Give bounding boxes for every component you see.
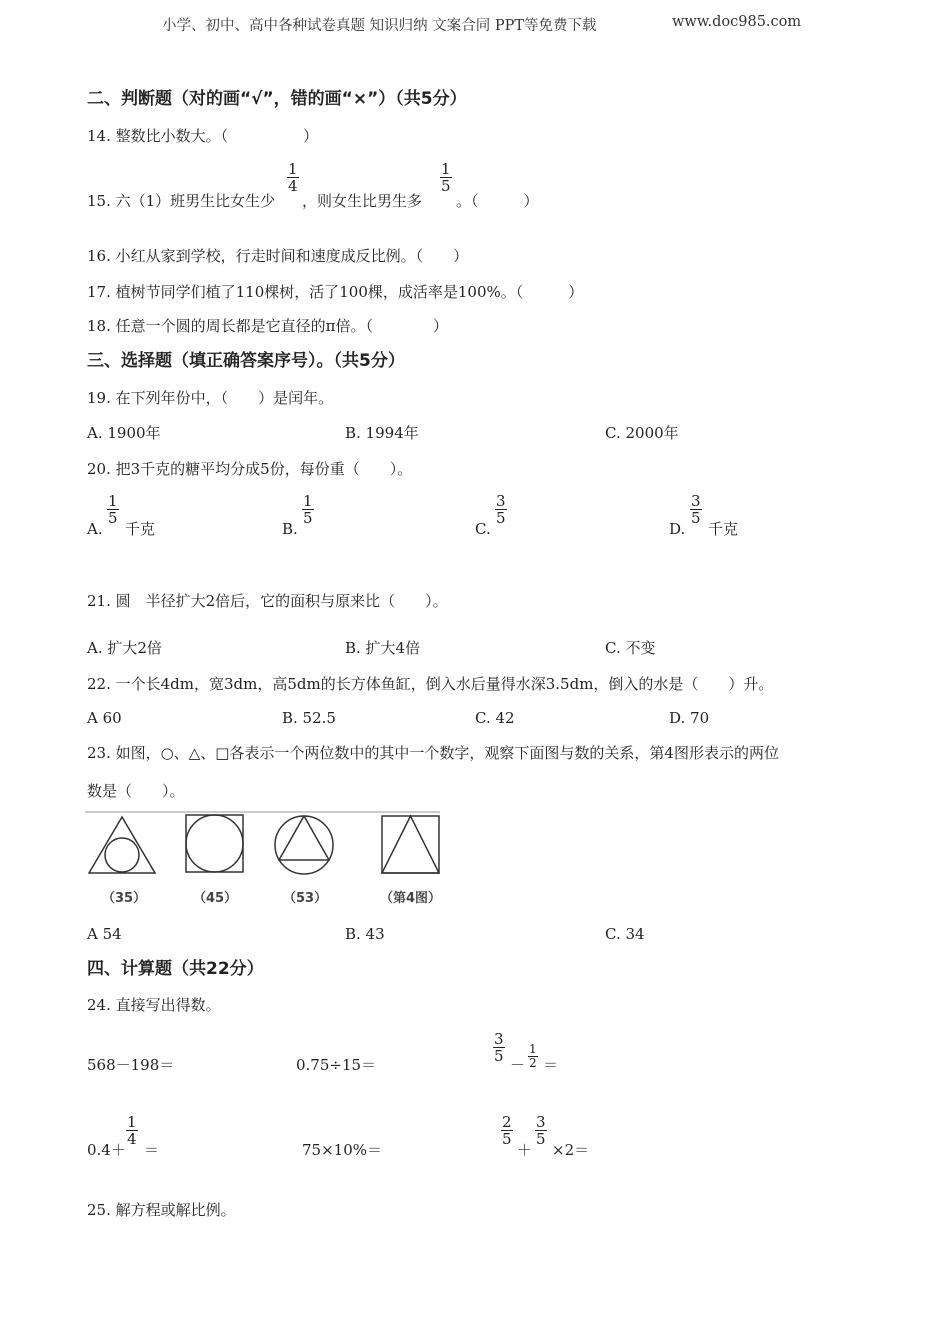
- question-14: 14. 整数比小数大。（ ）: [87, 127, 319, 145]
- fraction-denominator: 2: [529, 1056, 537, 1070]
- figure-caption-2: （45）: [193, 891, 238, 906]
- q20-option-c-fraction: [495, 493, 507, 526]
- q20-option-a-fraction: [107, 493, 119, 526]
- q21-option-c: C. 不变: [605, 639, 656, 657]
- question-17: 17. 植树节同学们植了110棵树，活了100棵，成活率是100%。（ ）: [87, 283, 584, 301]
- expr4-equals: ＝: [144, 1141, 160, 1159]
- figure-caption-1: （35）: [102, 891, 147, 906]
- q19-option-c: C. 2000年: [605, 424, 679, 442]
- q23-option-a: A 54: [87, 925, 122, 943]
- q20-option-d-fraction: [690, 493, 702, 526]
- fraction-denominator: 4: [288, 177, 298, 195]
- q21-option-b: B. 扩大4倍: [345, 639, 421, 657]
- fraction-denominator: 4: [127, 1130, 137, 1148]
- q19-option-a: A. 1900年: [87, 424, 161, 442]
- question-19: 19. 在下列年份中，（ ）是闰年。: [87, 389, 334, 407]
- figure-square-circle: [186, 815, 243, 872]
- fraction-numerator: 3: [496, 492, 506, 510]
- fraction-denominator: 5: [536, 1130, 546, 1148]
- section-title-choice: 三、选择题（填正确答案序号）。（共5分）: [87, 351, 405, 371]
- section-title-judgement: 二、判断题（对的画“√”，错的画“×”）（共5分）: [87, 89, 467, 109]
- expr3-equals: ＝: [543, 1056, 559, 1074]
- section-title-calculation: 四、计算题（共22分）: [87, 959, 264, 979]
- expr6-fraction-1: [501, 1114, 513, 1147]
- fraction-denominator: 5: [441, 177, 451, 195]
- question-15-part-b: ，则女生比男生多: [302, 192, 423, 210]
- expr-568-minus-198: 568－198＝: [87, 1056, 175, 1074]
- q22-option-d: D. 70: [669, 709, 710, 727]
- fraction-numerator: 1: [288, 160, 298, 178]
- q19-option-b: B. 1994年: [345, 424, 419, 442]
- q22-option-b: B. 52.5: [282, 709, 336, 727]
- q22-option-c: C. 42: [475, 709, 515, 727]
- q20-option-a-unit: 千克: [125, 520, 156, 538]
- question-15-part-a: 15. 六（1）班男生比女生少: [87, 192, 276, 210]
- fraction-numerator: 1: [529, 1042, 537, 1056]
- expr-075-div-15: 0.75÷15＝: [296, 1056, 377, 1074]
- question-25: 25. 解方程或解比例。: [87, 1201, 236, 1219]
- question-21: 21. 圆 半径扩大2倍后，它的面积与原来比（ ）。: [87, 592, 448, 610]
- fraction-denominator: 5: [494, 1047, 504, 1065]
- fraction-denominator: 5: [496, 509, 506, 527]
- fraction-denominator: 5: [502, 1130, 512, 1148]
- question-24: 24. 直接写出得数。: [87, 996, 221, 1014]
- expr6-operator: ＋: [517, 1141, 533, 1159]
- fraction-denominator: 5: [108, 509, 118, 527]
- q20-option-d-unit: 千克: [708, 520, 739, 538]
- figure-circle-triangle: [275, 816, 333, 874]
- expr3-operator: －: [510, 1056, 526, 1074]
- fraction-denominator: 5: [303, 509, 313, 527]
- header-url[interactable]: www.doc985.com: [672, 14, 802, 30]
- fraction-denominator: 5: [691, 509, 701, 527]
- fraction-one-quarter: [287, 161, 299, 194]
- fraction-numerator: 2: [502, 1113, 512, 1131]
- figure-triangle-circle: [89, 817, 155, 873]
- q20-option-d-label: D.: [669, 520, 686, 538]
- q22-option-a: A 60: [87, 709, 122, 727]
- question-22: 22. 一个长4dm，宽3dm，高5dm的长方体鱼缸，倒入水后量得水深3.5dm，倒入的水是（ ）升。: [87, 675, 774, 693]
- fraction-numerator: 3: [536, 1113, 546, 1131]
- figure-caption-4: （第4图）: [380, 891, 442, 906]
- header-text: 小学、初中、高中各种试卷真题 知识归纳 文案合同 PPT等免费下载: [162, 18, 597, 34]
- q20-option-b-label: B.: [282, 520, 298, 538]
- expr6-tail: ×2＝: [552, 1141, 590, 1159]
- expr6-fraction-2: [535, 1114, 547, 1147]
- q23-option-c: C. 34: [605, 925, 645, 943]
- question-20: 20. 把3千克的糖平均分成5份，每份重（ ）。: [87, 460, 413, 478]
- fraction-numerator: 3: [494, 1030, 504, 1048]
- fraction-numerator: 1: [303, 492, 313, 510]
- expr3-fraction-2: [528, 1043, 538, 1070]
- expr4-fraction: [126, 1114, 138, 1147]
- fraction-numerator: 1: [108, 492, 118, 510]
- expr-75-times-10-percent: 75×10%＝: [302, 1141, 382, 1159]
- question-18: 18. 任意一个圆的周长都是它直径的π倍。（ ）: [87, 317, 448, 335]
- expr3-fraction-1: [493, 1031, 505, 1064]
- fraction-numerator: 3: [691, 492, 701, 510]
- question-16: 16. 小红从家到学校，行走时间和速度成反比例。（ ）: [87, 247, 469, 265]
- expr4-prefix: 0.4＋: [87, 1141, 126, 1159]
- q23-option-b: B. 43: [345, 925, 385, 943]
- q20-option-c-label: C.: [475, 520, 491, 538]
- question-23-line1: 23. 如图，○、△、□各表示一个两位数中的其中一个数字，观察下面图与数的关系，第4图形表示的两位: [87, 744, 779, 762]
- fraction-one-fifth: [440, 161, 452, 194]
- q20-option-b-fraction: [302, 493, 314, 526]
- question-15-part-c: 。（ ）: [456, 192, 539, 210]
- q21-option-a: A. 扩大2倍: [87, 639, 162, 657]
- figure-square-triangle: [382, 816, 439, 873]
- q20-option-a-label: A.: [87, 520, 103, 538]
- question-23-line2: 数是（ ）。: [87, 782, 185, 800]
- fraction-numerator: 1: [441, 160, 451, 178]
- fraction-numerator: 1: [127, 1113, 137, 1131]
- figure-caption-3: （53）: [283, 891, 328, 906]
